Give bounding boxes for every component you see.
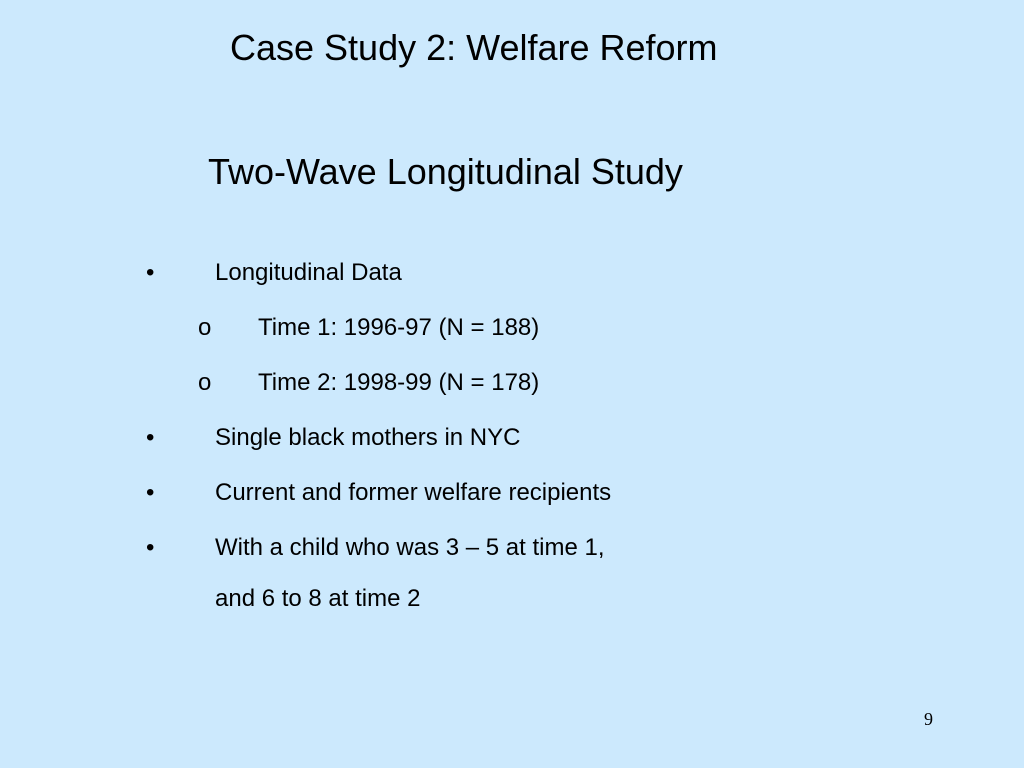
sub-bullet-item-time-1: Time 1: 1996-97 (N = 188) — [258, 314, 540, 341]
bullet-item-welfare-recipients: Current and former welfare recipients — [215, 479, 612, 506]
sub-bullet-marker: o — [198, 369, 212, 396]
page-number: 9 — [924, 709, 933, 729]
bullet-item-single-black-mothers: Single black mothers in NYC — [215, 424, 521, 451]
sub-bullet-item-time-2: Time 2: 1998-99 (N = 178) — [258, 369, 540, 396]
bullet-marker: • — [146, 259, 155, 286]
sub-bullet-marker: o — [198, 314, 212, 341]
bullet-item-longitudinal-data: Longitudinal Data — [215, 259, 402, 286]
bullet-marker: • — [146, 479, 155, 506]
bullet-marker: • — [146, 424, 155, 451]
bullet-marker: • — [146, 534, 155, 561]
slide-title: Case Study 2: Welfare Reform — [230, 27, 718, 68]
bullet-item-child-age-continuation: and 6 to 8 at time 2 — [215, 585, 421, 612]
bullet-item-child-age: With a child who was 3 – 5 at time 1, — [215, 534, 605, 561]
slide-subtitle: Two-Wave Longitudinal Study — [208, 151, 683, 192]
